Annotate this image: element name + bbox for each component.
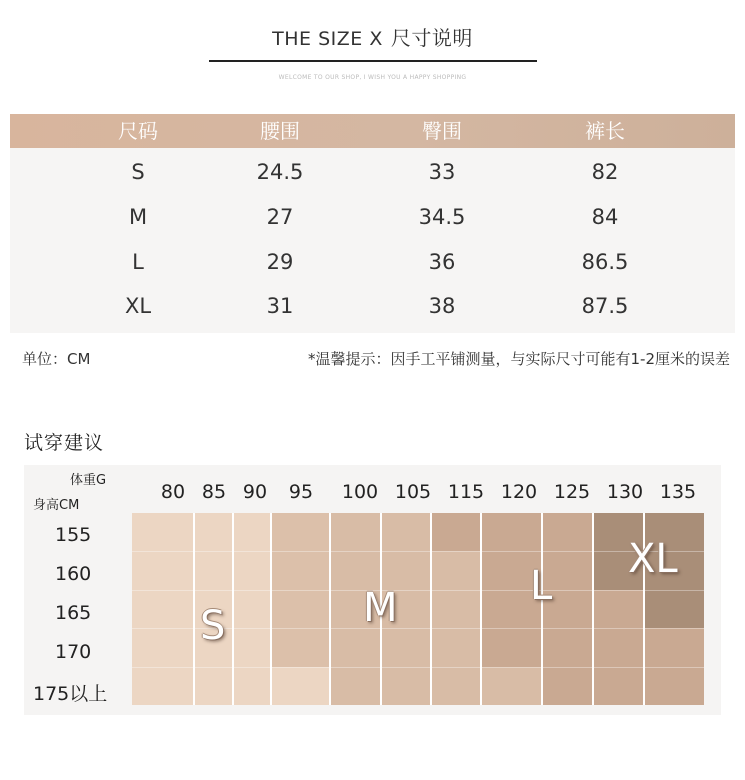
- height-label: 170: [55, 641, 92, 663]
- grid-divider: [592, 513, 594, 705]
- zone-l-block: [593, 590, 644, 705]
- height-label: 155: [55, 524, 92, 546]
- header-size: 尺码: [118, 119, 158, 143]
- header-length: 裤长: [585, 119, 625, 143]
- height-axis-label: 身高CM: [33, 498, 80, 513]
- grid-divider: [270, 513, 272, 705]
- weight-axis-label: 体重G: [70, 473, 107, 488]
- weight-label: 135: [659, 481, 697, 503]
- grid-divider: [132, 551, 704, 552]
- header-waist: 腰围: [260, 119, 300, 143]
- weight-label: 80: [160, 481, 186, 503]
- grid-divider: [480, 513, 482, 705]
- zone-s-block: [271, 667, 330, 705]
- title-underline: [209, 60, 537, 62]
- zone-label-s: S: [200, 603, 226, 649]
- table-cell: S: [131, 160, 145, 184]
- table-cell: 87.5: [581, 294, 629, 318]
- zone-l-block: [431, 513, 481, 551]
- table-cell: 38: [428, 294, 456, 318]
- title-english: THE SIZE X: [272, 28, 383, 50]
- table-cell: 31: [266, 294, 294, 318]
- table-cell: L: [132, 250, 144, 274]
- weight-label: 90: [242, 481, 268, 503]
- weight-label: 95: [288, 481, 314, 503]
- table-cell: XL: [124, 294, 152, 318]
- weight-label: 105: [394, 481, 432, 503]
- size-table: [10, 114, 735, 333]
- grid-divider: [430, 513, 432, 705]
- header-hip: 臀围: [422, 119, 462, 143]
- weight-label: 115: [447, 481, 485, 503]
- table-cell: M: [128, 205, 148, 229]
- table-cell: 24.5: [256, 160, 304, 184]
- fit-chart-title: 试穿建议: [24, 432, 105, 454]
- table-cell: 33: [428, 160, 456, 184]
- grid-divider: [541, 513, 543, 705]
- size-table-header: [10, 114, 735, 148]
- table-cell: 34.5: [418, 205, 466, 229]
- title-chinese: 尺寸说明: [390, 26, 473, 50]
- grid-divider: [132, 667, 704, 668]
- table-cell: 29: [266, 250, 294, 274]
- grid-divider: [193, 513, 195, 705]
- table-cell: 36: [428, 250, 456, 274]
- zone-label-l: L: [530, 563, 553, 609]
- zone-l-block: [542, 513, 593, 705]
- unit-note: 单位：CM: [22, 350, 91, 368]
- page-title: [0, 22, 745, 51]
- height-label: 175以上: [33, 683, 108, 705]
- weight-label: 125: [553, 481, 591, 503]
- weight-label: 120: [500, 481, 538, 503]
- weight-label: 100: [341, 481, 379, 503]
- grid-divider: [329, 513, 331, 705]
- table-cell: 86.5: [581, 250, 629, 274]
- height-label: 165: [55, 602, 92, 624]
- measurement-tip: *温馨提示：因手工平铺测量，与实际尺寸可能有1-2厘米的误差: [307, 350, 730, 368]
- table-cell: 84: [591, 205, 619, 229]
- zone-m-block: [481, 667, 542, 705]
- weight-label: 130: [606, 481, 644, 503]
- grid-divider: [232, 513, 234, 705]
- page-subtitle: WELCOME TO OUR SHOP, I WISH YOU A HAPPY SHOPPING: [278, 74, 467, 81]
- height-label: 160: [55, 563, 92, 585]
- table-cell: 27: [266, 205, 294, 229]
- grid-divider: [132, 590, 704, 591]
- zone-label-m: M: [363, 585, 398, 631]
- zone-label-xl: XL: [628, 536, 678, 582]
- weight-label: 85: [201, 481, 227, 503]
- table-cell: 82: [591, 160, 619, 184]
